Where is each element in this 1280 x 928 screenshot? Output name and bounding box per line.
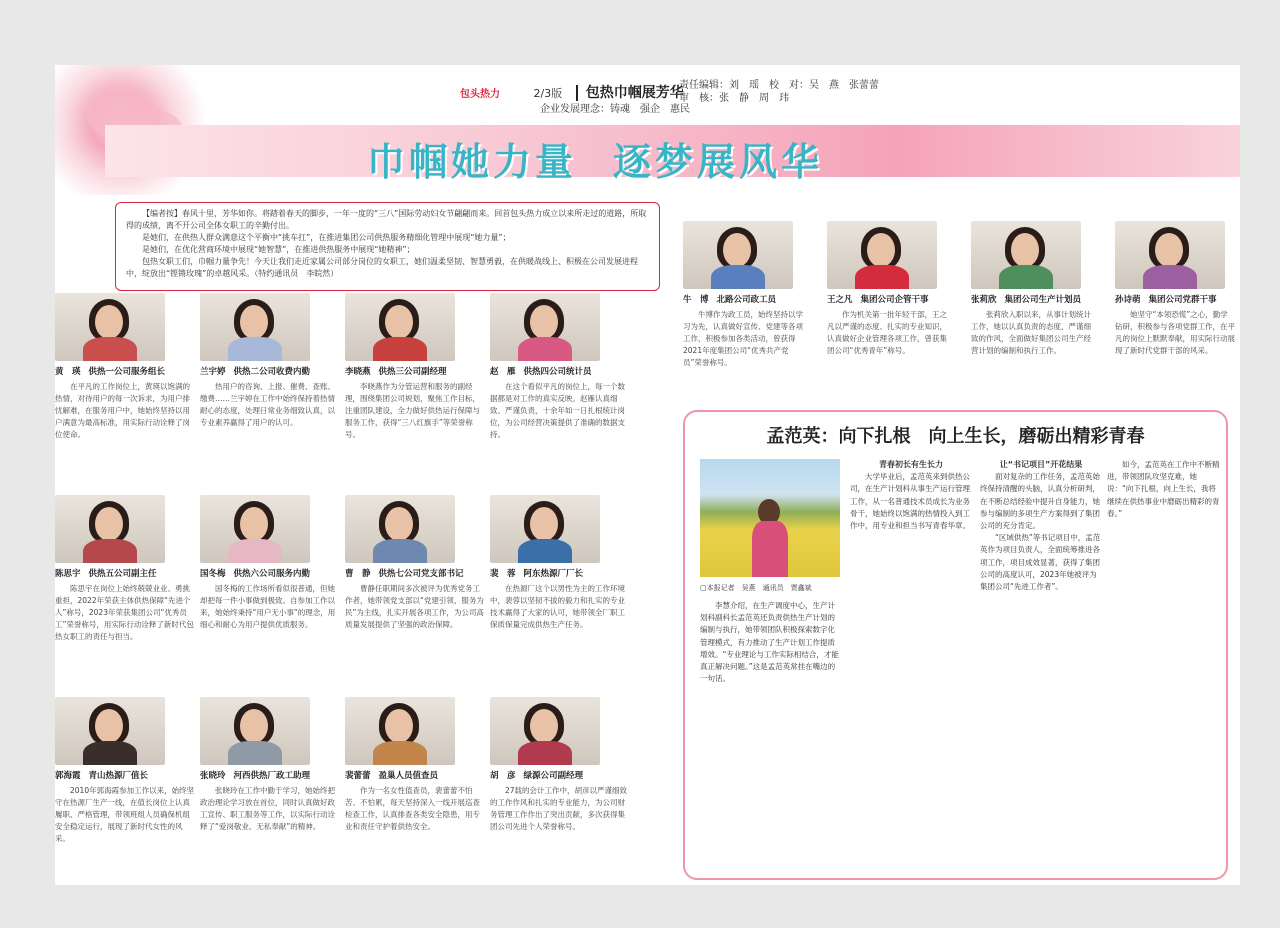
feature-text: 李慧介绍，在生产调度中心，生产计划科副科长孟范英还负责供热生产计划的编制与执行，她带领团队积极探索数字化管理模式，有力推动了生产计划工作提质增效。“专业理论与工作实际相结合，才能真正解决问题。”这是孟范英常挂在嘴边的一句话。 (700, 601, 839, 684)
feature-text: “区域供热”等书记项目中，孟范英作为项目负责人，全面统筹推进各项工作，项目成效显著，获得了集团公司的高度认可，2023年她被评为集团公司“先进工作者”。 (980, 533, 1101, 592)
portrait-photo (55, 293, 165, 361)
profile-name: 牛 博 (683, 295, 709, 305)
portrait-photo (55, 495, 165, 563)
profile-name: 孙诗萌 (1115, 295, 1141, 305)
profile-caption (345, 365, 485, 377)
profile-card (55, 495, 195, 667)
profile-name: 国冬梅 (200, 569, 226, 579)
profile-text: 在平凡的工作岗位上，黄瑛以饱满的热情，对待用户的每一次诉求，为用户排忧解难，在服务用户中，她始终坚持以用户满意为最高标准，用实际行动诠释了岗位使命。 (55, 382, 190, 439)
reviewer-line: 审 核：张 静 周 玮 (679, 93, 789, 104)
profile-title: 阿东热源厂厂长 (523, 569, 584, 579)
profile-card (490, 697, 630, 869)
profile-name: 张莉欣 (971, 295, 997, 305)
profile-title: 供热一公司服务组长 (88, 367, 166, 377)
portrait-photo (345, 495, 455, 563)
feature-title: 孟范英：向下扎根 向上生长，磨砺出精彩青春 (766, 426, 1145, 447)
profile-title: 供热六公司服务内勤 (233, 569, 311, 579)
portrait-photo (490, 293, 600, 361)
feature-column (1107, 459, 1222, 520)
portrait-photo (200, 293, 310, 361)
profile-title: 绿源公司副经理 (523, 771, 584, 781)
profile-text: 国冬梅的工作场所看似很普通，但她却把每一件小事做到极致。自参加工作以来，她始终秉持“用户无小事”的理念，用细心和耐心为用户提供优质服务。 (200, 584, 336, 629)
portrait-photo (200, 697, 310, 765)
profile-caption (55, 567, 195, 579)
feature-column (700, 600, 840, 685)
intro-para: 是她们，在供热人群众满意这个平衡中“挑车扛”，在推进集团公司供热服务精细化管理中展现“她力量”； (142, 233, 511, 242)
intro-para: 包热女职工们，巾帼力量争先！今天让我们走近家属公司部分岗位的女职工，她们温柔坚韧、智慧勇毅，在供暖战线上、积极在公司发展进程中，绽放出“铿锵玫瑰”的卓越风采。（特约通讯员 李皖然） (126, 257, 638, 278)
profile-caption (200, 567, 340, 579)
profile-name: 裴蕾蕾 (345, 771, 371, 781)
editor-note (115, 202, 660, 291)
brand-name: 包头热力 (460, 89, 500, 100)
profile-text: 作为机关第一批年轻干部，王之凡以严谨的态度、扎实的专业知识，认真做好企业管理各项工作，曾获集团公司“优秀青年”称号。 (827, 310, 947, 355)
profile-text: 在这个看似平凡的岗位上，每一个数据都是对工作的真实反映。赵雁认真细致、严谨负责，十余年如一日扎根统计岗位，为公司经营决策提供了准确的数据支持。 (490, 382, 625, 439)
profile-card (490, 495, 630, 667)
feature-photo (700, 459, 840, 577)
profile-text: 李晓燕作为分管运营和服务的副经理，围绕集团公司规划，聚焦工作目标，注重团队建设，全力做好供热运行保障与服务工作，获得“三八红旗手”等荣誉称号。 (345, 382, 480, 439)
profile-title: 集团公司党群干事 (1148, 295, 1217, 305)
profile-card (345, 495, 485, 667)
feature-subhead: 青春初长有生长力 (879, 460, 943, 469)
portrait-photo (971, 221, 1081, 289)
profile-text: 作为一名女性值查员，裴蕾蕾不怕苦、不怕累，每天坚持深入一线开展巡查检查工作，认真排查各类安全隐患，用专业和责任守护着供热安全。 (345, 786, 480, 831)
profile-text: 张晓玲在工作中勤于学习，她始终把政治理论学习放在首位，同时认真做好政工宣传、职工服务等工作，以实际行动诠释了“爱岗敬业、无私奉献”的精神。 (200, 786, 335, 831)
profile-text: 陈思宇在岗位上始终兢兢业业、勇挑重担，2022年荣获主体供热保障“先进个人”称号，2023年荣获集团公司“优秀员工”荣誉称号，用实际行动诠释了新时代包热女职工的责任与担当。 (55, 584, 194, 641)
portrait-photo (55, 697, 165, 765)
feature-column (850, 459, 972, 532)
portrait-photo (345, 293, 455, 361)
feature-caption: ▢本报记者 吴燕 通讯员 贾鑫斌 (700, 584, 812, 592)
profile-name: 黄 瑛 (55, 367, 81, 377)
profile-title: 供热三公司副经理 (378, 367, 447, 377)
profile-text: 2010年郭海霞参加工作以来，始终坚守在热源厂生产一线，在值长岗位上认真履职、严格管理，带领班组人员确保机组安全稳定运行，展现了新时代女性的风采。 (55, 786, 195, 843)
profile-caption (827, 293, 947, 305)
profile-name: 王之凡 (827, 295, 853, 305)
feature-article (683, 410, 1228, 880)
feature-column (980, 459, 1102, 593)
profile-title: 青山热源厂值长 (88, 771, 149, 781)
profile-title: 供热二公司收费内勤 (233, 367, 311, 377)
profile-text: 热用户的咨询、上报、催费、查账、缴费……兰宇婷在工作中始终保持着热情耐心的态度，处理日常业务细致认真，以专业素养赢得了用户的认可。 (200, 382, 335, 427)
portrait-photo (1115, 221, 1225, 289)
profile-card (345, 293, 485, 465)
feature-subhead: 让“书记项目”开花结果 (999, 460, 1083, 469)
profile-title: 集团公司生产计划员 (1004, 295, 1082, 305)
profile-card (55, 293, 195, 465)
masthead (460, 82, 690, 115)
profile-caption (200, 365, 340, 377)
profile-caption (55, 365, 195, 377)
profile-text: 曹静任职期间多次被评为优秀党务工作者，她带领党支部以“党建引领、服务为民”为主线，扎实开展各项工作，为公司高质量发展提供了坚强的政治保障。 (345, 584, 484, 629)
profile-text: 牛博作为政工员，始终坚持以学习为先，认真做好宣传、党建等各项工作，积极参加各类活动，曾获得2021年度集团公司“优秀共产党员”荣誉称号。 (683, 310, 803, 367)
page-number: 2/3版 (533, 87, 563, 100)
motto: 企业发展理念：铸魂 强企 惠民 (540, 104, 690, 115)
profile-name: 曹 静 (345, 569, 371, 579)
portrait-photo (490, 697, 600, 765)
feature-text: 大学毕业后，孟范英来到供热公司，在生产计划科从事生产运行管理工作，从一名普通技术员成长为业务骨干，她始终以饱满的热情投入到工作中，用专业和担当书写青春华章。 (850, 472, 970, 531)
profile-title: 供热七公司党支部书记 (378, 569, 464, 579)
portrait-photo (827, 221, 937, 289)
profile-title: 盈巢人员值查员 (378, 771, 439, 781)
portrait-photo (345, 697, 455, 765)
profile-name: 张晓玲 (200, 771, 226, 781)
profile-title: 北路公司政工员 (716, 295, 777, 305)
profile-name: 李晓燕 (345, 367, 371, 377)
profile-name: 赵 雁 (490, 367, 516, 377)
profile-caption (1115, 293, 1235, 305)
profile-title: 河西供热厂政工助理 (233, 771, 311, 781)
title-right: 逐梦展风华 (613, 140, 824, 184)
profile-name: 胡 彦 (490, 771, 516, 781)
profile-caption (345, 769, 485, 781)
profile-card (1115, 221, 1235, 393)
title-left: 巾帼她力量 (367, 140, 578, 184)
profile-name: 郭海霞 (55, 771, 81, 781)
profile-card (827, 221, 947, 393)
profile-caption (490, 769, 630, 781)
editor-line: 责任编辑：刘 瑶 校 对：吴 燕 张蕾蕾 (679, 80, 879, 91)
profile-card (55, 697, 195, 869)
newspaper-page (55, 65, 1240, 885)
profile-caption (490, 365, 630, 377)
profile-card (345, 697, 485, 869)
editor-info (679, 79, 879, 105)
intro-para: 【编者按】春风十里，芳华如你。将踏着春天的脚步，一年一度的“三八”国际劳动妇女节翩翩而来。回首包头热力成立以来所走过的道路，所取得的成绩，离不开公司全体女职工的辛勤付出。 (126, 209, 647, 230)
profile-caption (200, 769, 340, 781)
profile-caption (683, 293, 803, 305)
profile-text: 在热源厂这个以男性为主的工作环境中，裴蓉以坚韧不拔的毅力和扎实的专业技术赢得了大家的认可，她带领全厂职工保质保量完成供热生产任务。 (490, 584, 625, 629)
profile-caption (971, 293, 1091, 305)
profile-title: 供热五公司副主任 (88, 569, 157, 579)
profile-caption (490, 567, 630, 579)
profile-caption (55, 769, 195, 781)
profile-caption (345, 567, 485, 579)
feature-text: 如今，孟范英在工作中不断精进，带领团队攻坚克难，她说：“向下扎根，向上生长，我将继续在供热事业中磨砺出精彩的青春。” (1107, 460, 1220, 518)
profile-card (971, 221, 1091, 393)
feature-text: 面对复杂的工作任务，孟范英始终保持清醒的头脑，认真分析研判，在不断总结经验中提升自身能力，她参与编制的多项生产方案得到了集团公司的充分肯定。 (980, 472, 1100, 531)
profile-title: 供热四公司统计员 (523, 367, 592, 377)
profile-text: 她坚守“本领恐慌”之心，勤学钻研，积极参与各项党群工作，在平凡的岗位上默默奉献，用实际行动展现了新时代党群干部的风采。 (1115, 310, 1235, 355)
profile-name: 兰宇婷 (200, 367, 226, 377)
profile-card (200, 293, 340, 465)
profile-name: 陈思宇 (55, 569, 81, 579)
profile-name: 裴 蓉 (490, 569, 516, 579)
profile-text: 27载的会计工作中，胡彦以严谨细致的工作作风和扎实的专业能力，为公司财务管理工作作出了突出贡献，多次获得集团公司先进个人荣誉称号。 (490, 786, 628, 831)
portrait-photo (490, 495, 600, 563)
profile-title: 集团公司企管干事 (860, 295, 929, 305)
profile-card (490, 293, 630, 465)
column-title: 包热巾帼展芳华 (576, 85, 684, 101)
profile-card (200, 697, 340, 869)
intro-para: 是她们，在优化营商环境中展现“她智慧”，在推进供热服务中展现“她精神”； (142, 245, 415, 254)
profile-card (683, 221, 803, 393)
profile-card (200, 495, 340, 667)
portrait-photo (683, 221, 793, 289)
portrait-photo (200, 495, 310, 563)
page-title (367, 131, 823, 186)
profile-text: 张莉欣入职以来，从事计划统计工作，她以认真负责的态度，严谨细致的作风，全面做好集团公司生产经营计划的编制和执行工作。 (971, 310, 1091, 355)
